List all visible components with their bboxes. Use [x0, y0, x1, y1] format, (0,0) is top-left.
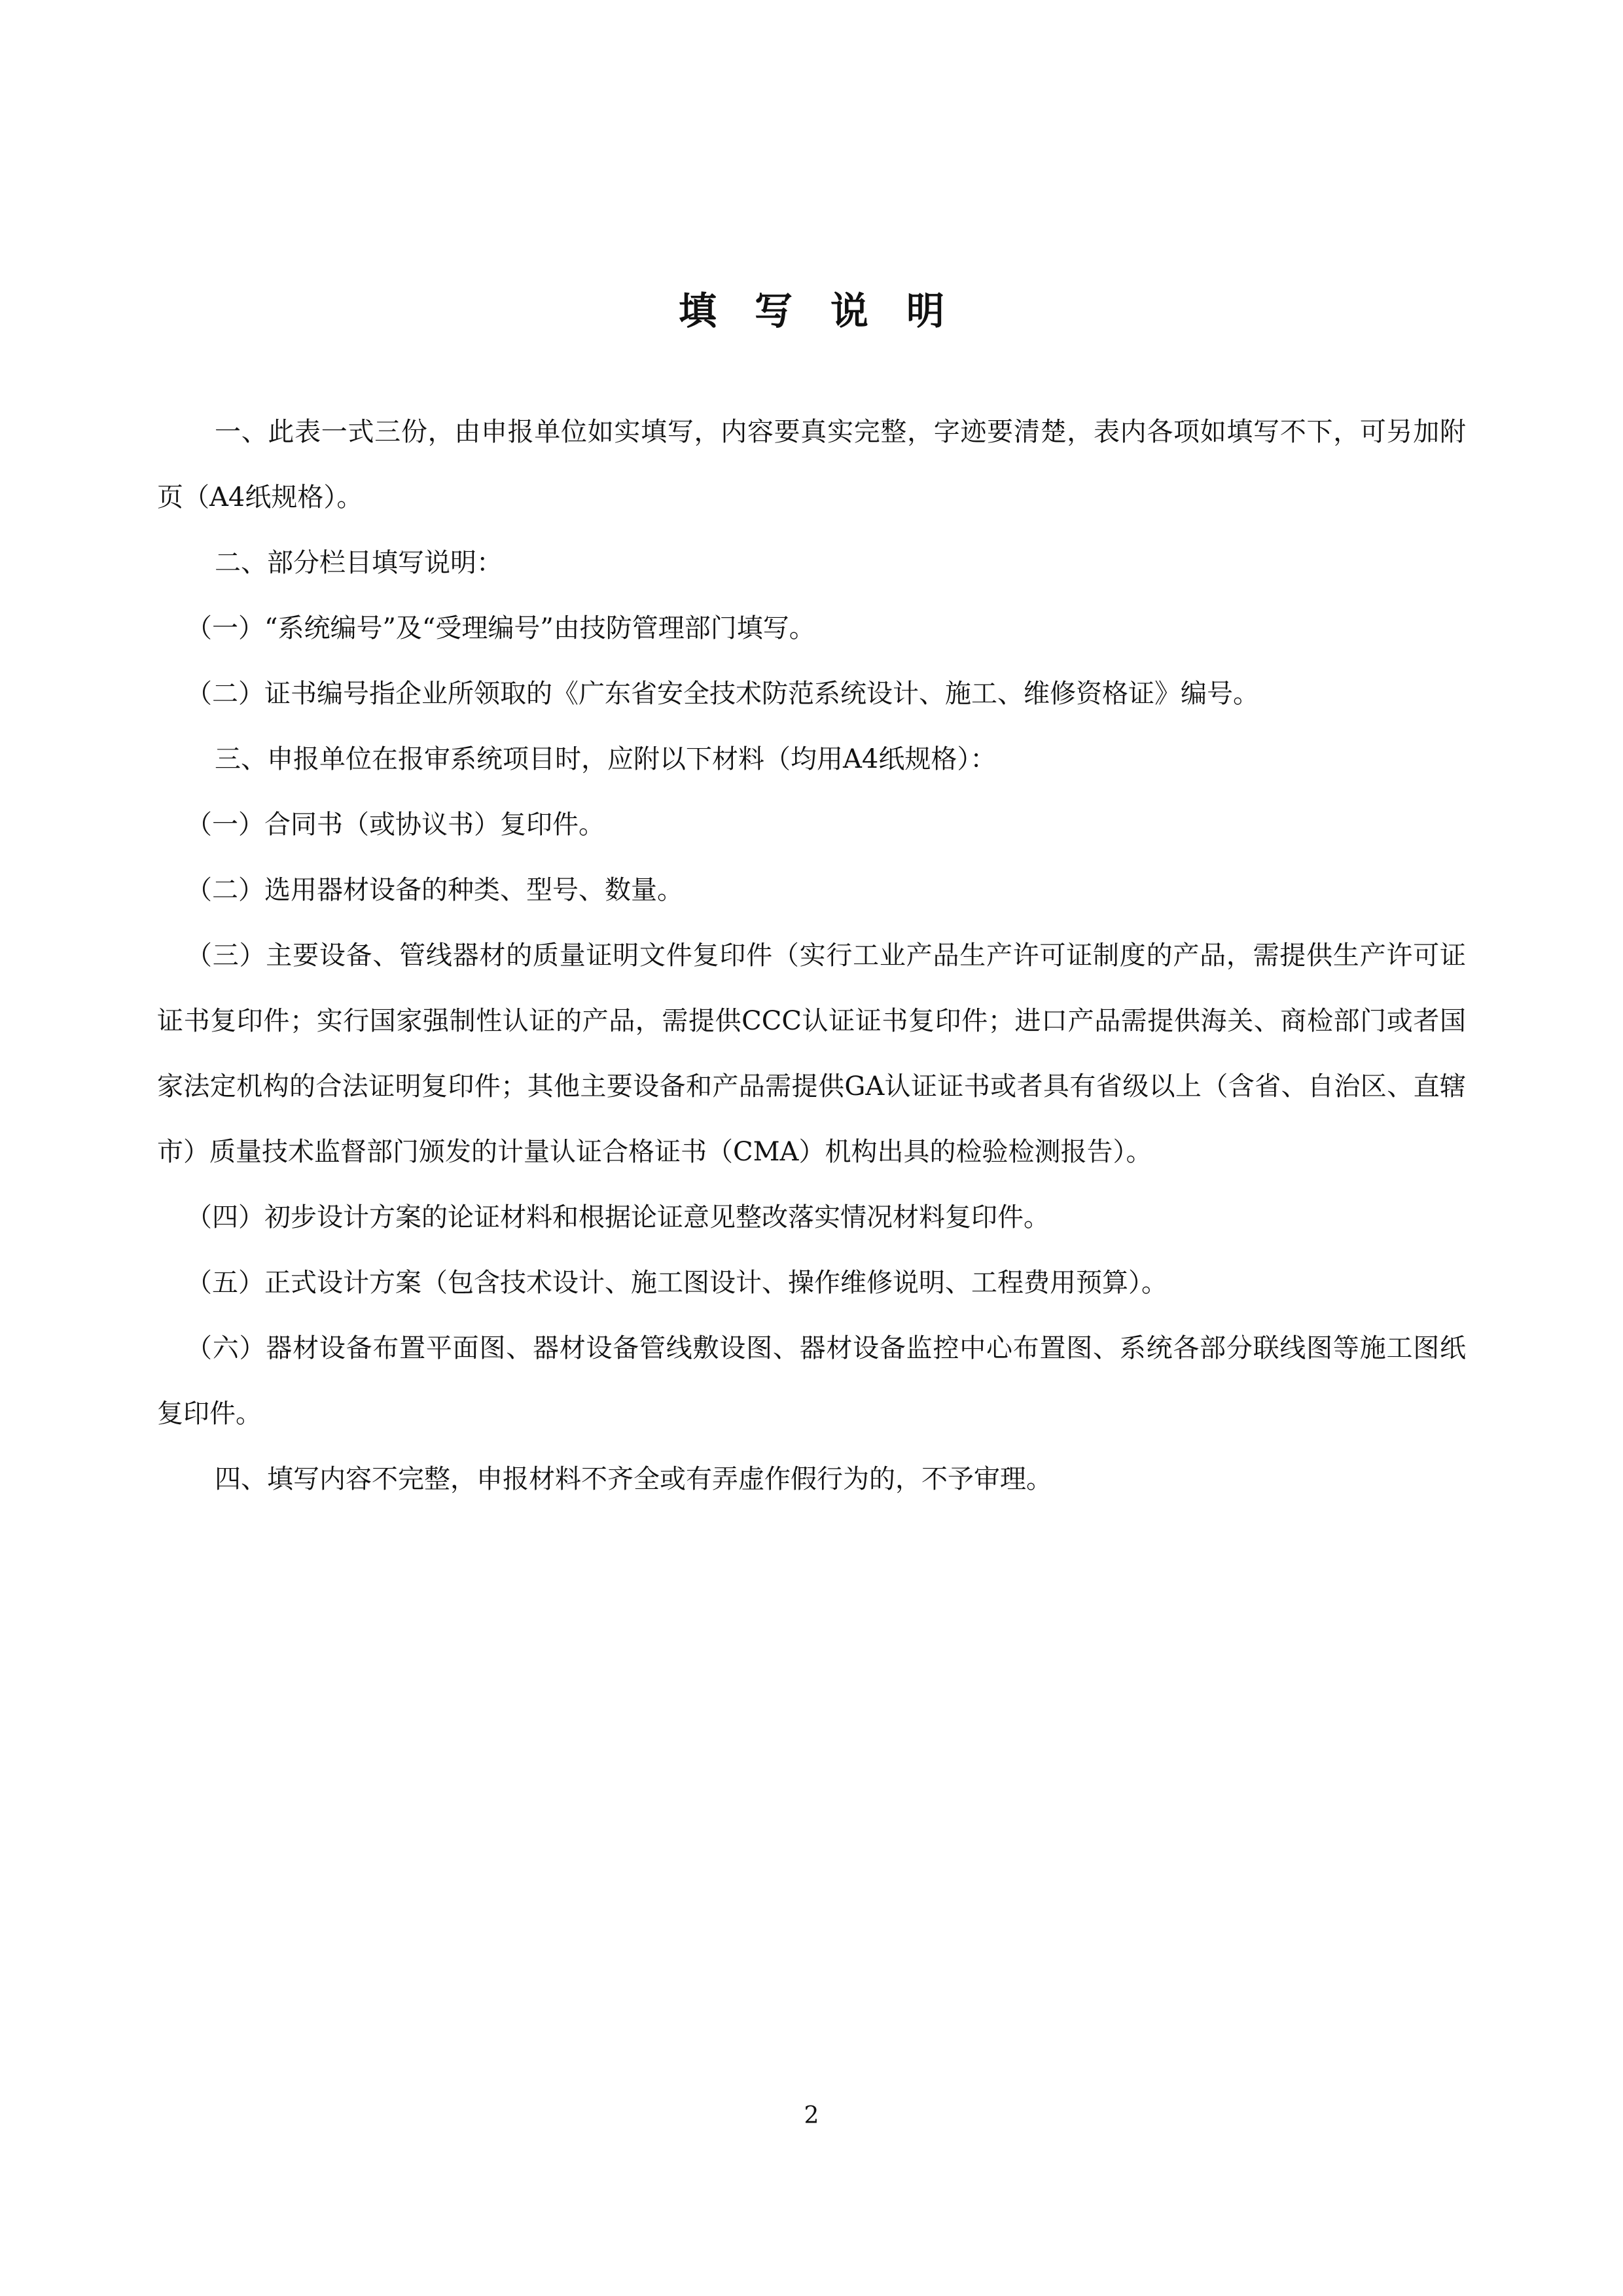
paragraph-contract: （一）合同书（或协议书）复印件。 [186, 810, 605, 840]
page-number: 2 [804, 2102, 819, 2129]
paragraph-section-two: 二、部分栏目填写说明： [215, 548, 503, 578]
paragraph-drawings: （六）器材设备布置平面图、器材设备管线敷设图、器材设备监控中心布置图、系统各部分联线图等施工图纸复印件。 [157, 1333, 1466, 1429]
instructions-body [157, 399, 1466, 1512]
paragraph-formal-design: （五）正式设计方案（包含技术设计、施工图设计、操作维修说明、工程费用预算）。 [186, 1268, 1168, 1298]
paragraph-system-number: （一）“系统编号”及“受理编号”由技防管理部门填写。 [186, 613, 815, 643]
paragraph-section-four: 四、填写内容不完整，申报材料不齐全或有弄虚作假行为的，不予审理。 [215, 1464, 1052, 1494]
paragraph-section-three: 三、申报单位在报审系统项目时，应附以下材料（均用A4纸规格）： [215, 744, 997, 774]
paragraph-certificate-number: （二）证书编号指企业所领取的《广东省安全技术防范系统设计、施工、维修资格证》编号。 [186, 679, 1259, 709]
paragraph-quality-proof: （三）主要设备、管线器材的质量证明文件复印件（实行工业产品生产许可证制度的产品，需提供生产许可证证书复印件；实行国家强制性认证的产品，需提供CCC认证证书复印件；进口产品需提供海关、商检部门或者国家法定机构的合法证明复印件；其他主要设备和产品需提供GA认证证书或者具有省级以上（含省、自治区、直辖市）质量技术监督部门颁发的计量认证合格证书（CMA）机构出具的检验检测报告）。 [157, 941, 1466, 1167]
paragraph-equipment-selection: （二）选用器材设备的种类、型号、数量。 [186, 875, 683, 905]
paragraph-general: 一、此表一式三份，由申报单位如实填写，内容要真实完整，字迹要清楚，表内各项如填写不下，可另加附页（A4纸规格）。 [157, 417, 1466, 512]
page-title: 填写说明 [678, 289, 982, 333]
paragraph-preliminary-design: （四）初步设计方案的论证材料和根据论证意见整改落实情况材料复印件。 [186, 1202, 1050, 1232]
